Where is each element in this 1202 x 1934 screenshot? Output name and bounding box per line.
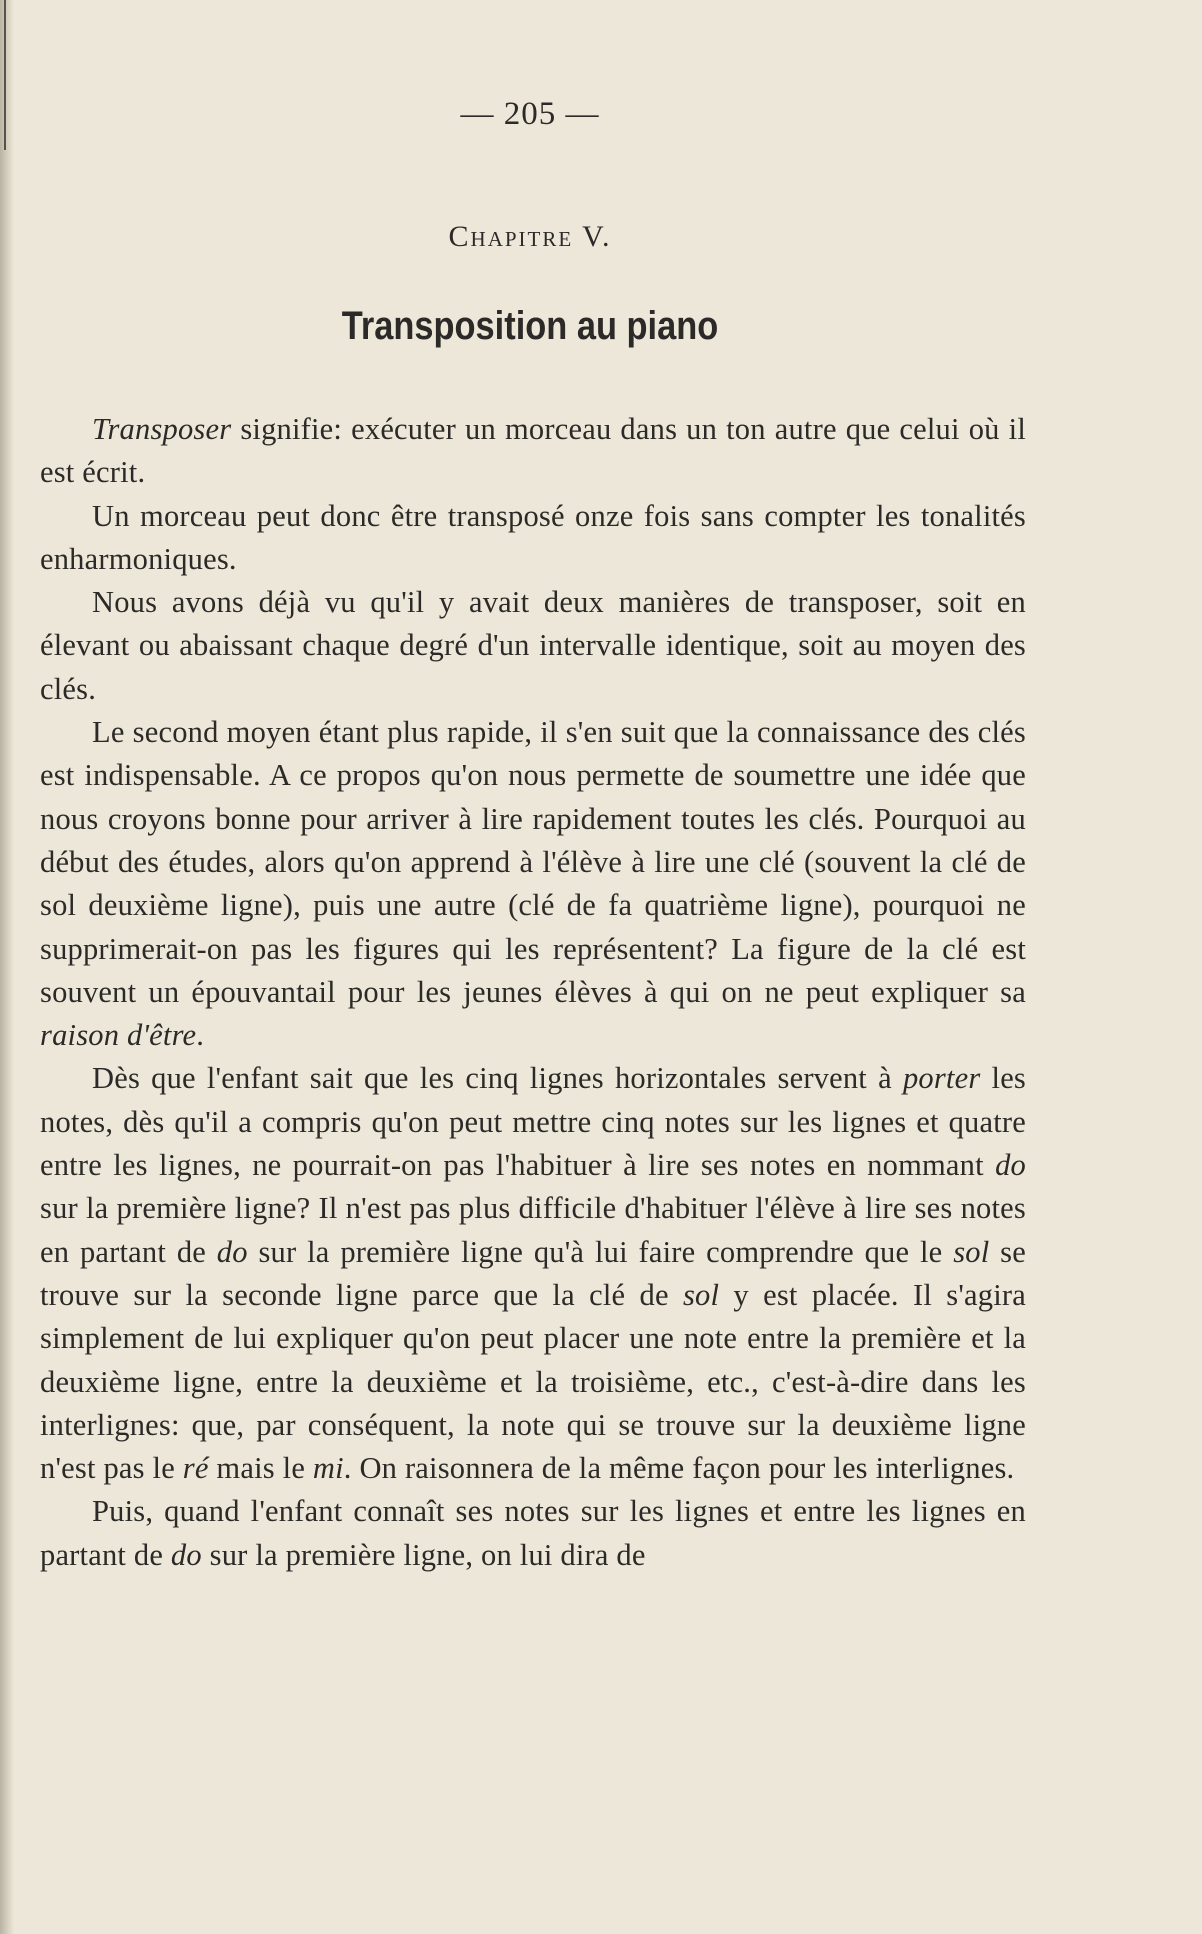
italic-text: do — [995, 1148, 1026, 1183]
page-number: — 205 — — [460, 96, 600, 132]
italic-text: porter — [902, 1061, 981, 1096]
paragraph — [40, 1057, 1026, 1490]
text-run: Dès que l'enfant sait que les cinq lignes horizontales servent à — [92, 1061, 903, 1096]
text-run: signifie: exécuter un morceau dans un ton autre que celui où il est écrit. — [40, 412, 1026, 490]
text-run: Un morceau peut donc être transposé onze fois sans compter les tonalités enharmoniques. — [40, 498, 1026, 576]
text-run: Le second moyen étant plus rapide, il s'en suit que la connaissance des clés est indispensable. A ce propos qu'on nous permette de soumettre une idée que nous croyons bonne pour arriver à lire rapidement toutes les clés. Pourquoi au début des études, alors qu'on apprend à l'élève à lire une clé (souvent la clé de sol deuxième ligne), puis une autre (clé de fa quatrième ligne), pourquoi ne supprimerait-on pas les figures qui les représentent? La figure de la clé est souvent un épouvantail pour les jeunes élèves à qui on ne peut expliquer sa — [40, 715, 1026, 1009]
text-run: sur la première ligne qu'à lui faire comprendre que le — [247, 1234, 954, 1269]
text-run: les notes, dès qu'il a compris qu'on peut mettre cinq notes sur les lignes et quatre entre les lignes, ne pourrait-on pas l'habituer à lire ses notes en nommant — [40, 1061, 1026, 1183]
text-run: Nous avons déjà vu qu'il y avait deux manières de transposer, soit en élevant ou abaissant chaque degré d'un intervalle identique, soit au moyen des clés. — [40, 585, 1026, 706]
paragraph — [40, 1490, 1026, 1577]
paragraph — [40, 711, 1026, 1057]
paragraph — [40, 581, 1026, 711]
paragraph — [40, 408, 1026, 495]
italic-text: mi — [312, 1451, 344, 1486]
italic-text: do — [170, 1537, 202, 1572]
text-run: y est placée. Il s'agira simplement de lui expliquer qu'on peut placer une note entre la première et la deuxième ligne, entre la deuxième et la troisième, etc., c'est-à-dire dans les interlignes: que, par conséquent, la note qui se trouve sur la deuxième ligne n'est pas le — [40, 1277, 1026, 1486]
italic-text: raison d'être — [40, 1018, 197, 1053]
italic-text: sol — [682, 1277, 720, 1312]
text-run: . On raisonnera de la même façon pour les interlignes. — [343, 1451, 1015, 1486]
italic-text: sol — [953, 1234, 990, 1269]
chapter-label: Chapitre V. — [448, 220, 612, 253]
italic-text: ré — [182, 1451, 209, 1486]
chapter-title: Transposition au piano — [341, 304, 719, 348]
text-run: sur la première ligne? Il n'est pas plus difficile d'habituer l'élève à lire ses notes en partant de — [40, 1191, 1026, 1269]
paragraph — [40, 495, 1026, 582]
text-run: sur la première ligne, on lui dira de — [201, 1537, 646, 1572]
page-binding-edge — [0, 0, 14, 1934]
body-text — [40, 408, 1026, 1577]
text-run: . — [196, 1018, 205, 1053]
text-run: se trouve sur la seconde ligne parce que la clé de — [40, 1234, 1026, 1312]
italic-text: Transposer — [92, 412, 232, 446]
text-run: mais le — [208, 1451, 313, 1486]
italic-text: do — [216, 1234, 248, 1269]
text-run: Puis, quand l'enfant connaît ses notes sur les lignes et entre les lignes en partant de — [40, 1494, 1026, 1572]
